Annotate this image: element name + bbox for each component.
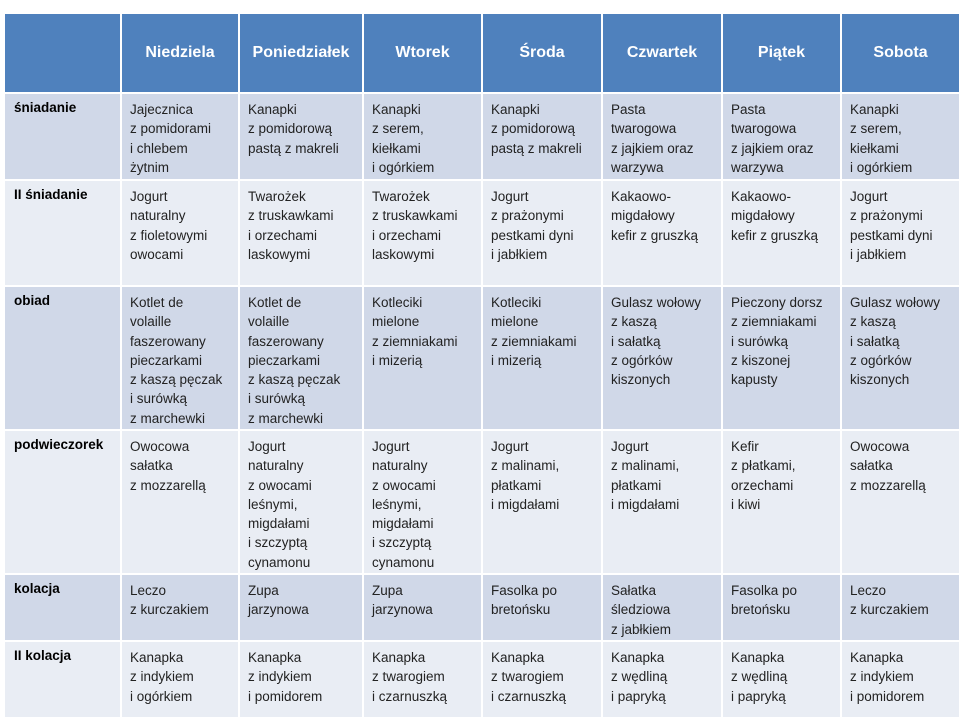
meal-row-second-dinner — [4, 641, 960, 718]
day-header-thursday: Czwartek — [602, 13, 722, 93]
day-header-sunday: Niedziela — [121, 13, 239, 93]
meal-label: obiad — [4, 286, 121, 430]
meal-row-breakfast — [4, 93, 960, 180]
meal-cell: Zupa jarzynowa — [239, 574, 363, 641]
meal-cell: Owocowa sałatka z mozzarellą — [841, 430, 960, 574]
meal-cell: Jogurt z malinami, płatkami i migdałami — [602, 430, 722, 574]
meal-cell: Kakaowo- migdałowy kefir z gruszką — [722, 180, 841, 286]
meal-cell: Jogurt naturalny z fioletowymi owocami — [121, 180, 239, 286]
meal-row-afternoon-snack — [4, 430, 960, 574]
meal-cell: Kotlet de volaille faszerowany pieczarkami z kaszą pęczak i surówką z marchewki — [239, 286, 363, 430]
meal-cell: Sałatka śledziowa z jabłkiem — [602, 574, 722, 641]
meal-cell: Fasolka po bretońsku — [482, 574, 602, 641]
meal-cell: Pasta twarogowa z jajkiem oraz warzywa — [722, 93, 841, 180]
meal-cell: Fasolka po bretońsku — [722, 574, 841, 641]
meal-row-lunch — [4, 286, 960, 430]
meal-cell: Kanapka z twarogiem i czarnuszką — [482, 641, 602, 718]
meal-cell: Kotleciki mielone z ziemniakami i mizerią — [482, 286, 602, 430]
meal-cell: Zupa jarzynowa — [363, 574, 482, 641]
meal-cell: Jogurt naturalny z owocami leśnymi, migdałami i szczyptą cynamonu — [363, 430, 482, 574]
meal-cell: Kanapki z pomidorową pastą z makreli — [239, 93, 363, 180]
meal-cell: Pasta twarogowa z jajkiem oraz warzywa — [602, 93, 722, 180]
day-header-tuesday: Wtorek — [363, 13, 482, 93]
meal-cell: Kanapka z twarogiem i czarnuszką — [363, 641, 482, 718]
meal-cell: Kanapka z wędliną i papryką — [722, 641, 841, 718]
meal-cell: Twarożek z truskawkami i orzechami laskowymi — [363, 180, 482, 286]
meal-cell: Kanapka z wędliną i papryką — [602, 641, 722, 718]
meal-cell: Twarożek z truskawkami i orzechami laskowymi — [239, 180, 363, 286]
meal-cell: Kotleciki mielone z ziemniakami i mizerią — [363, 286, 482, 430]
day-header-saturday: Sobota — [841, 13, 960, 93]
meal-label: II kolacja — [4, 641, 121, 718]
meal-cell: Leczo z kurczakiem — [841, 574, 960, 641]
meal-cell: Kotlet de volaille faszerowany pieczarkami z kaszą pęczak i surówką z marchewki — [121, 286, 239, 430]
meal-cell: Jogurt z malinami, płatkami i migdałami — [482, 430, 602, 574]
meal-row-dinner — [4, 574, 960, 641]
day-header-friday: Piątek — [722, 13, 841, 93]
meal-cell: Kanapka z indykiem i ogórkiem — [121, 641, 239, 718]
meal-cell: Kanapki z serem, kiełkami i ogórkiem — [363, 93, 482, 180]
meal-cell: Kefir z płatkami, orzechami i kiwi — [722, 430, 841, 574]
meal-cell: Jogurt z prażonymi pestkami dyni i jabłkiem — [482, 180, 602, 286]
day-header-wednesday: Środa — [482, 13, 602, 93]
meal-plan-table — [3, 12, 960, 719]
meal-cell: Leczo z kurczakiem — [121, 574, 239, 641]
meal-cell: Gulasz wołowy z kaszą i sałatką z ogórków kiszonych — [602, 286, 722, 430]
corner-cell — [4, 13, 121, 93]
header-row — [4, 13, 960, 93]
meal-cell: Jajecznica z pomidorami i chlebem żytnim — [121, 93, 239, 180]
meal-label: II śniadanie — [4, 180, 121, 286]
meal-cell: Kanapka z indykiem i pomidorem — [841, 641, 960, 718]
meal-row-second-breakfast — [4, 180, 960, 286]
meal-label: kolacja — [4, 574, 121, 641]
meal-label: śniadanie — [4, 93, 121, 180]
meal-cell: Kanapka z indykiem i pomidorem — [239, 641, 363, 718]
meal-cell: Jogurt z prażonymi pestkami dyni i jabłkiem — [841, 180, 960, 286]
meal-cell: Gulasz wołowy z kaszą i sałatką z ogórków kiszonych — [841, 286, 960, 430]
meal-label: podwieczorek — [4, 430, 121, 574]
meal-cell: Kanapki z serem, kiełkami i ogórkiem — [841, 93, 960, 180]
day-header-monday: Poniedziałek — [239, 13, 363, 93]
meal-cell: Jogurt naturalny z owocami leśnymi, migdałami i szczyptą cynamonu — [239, 430, 363, 574]
meal-cell: Owocowa sałatka z mozzarellą — [121, 430, 239, 574]
meal-cell: Kanapki z pomidorową pastą z makreli — [482, 93, 602, 180]
meal-cell: Pieczony dorsz z ziemniakami i surówką z kiszonej kapusty — [722, 286, 841, 430]
meal-cell: Kakaowo- migdałowy kefir z gruszką — [602, 180, 722, 286]
